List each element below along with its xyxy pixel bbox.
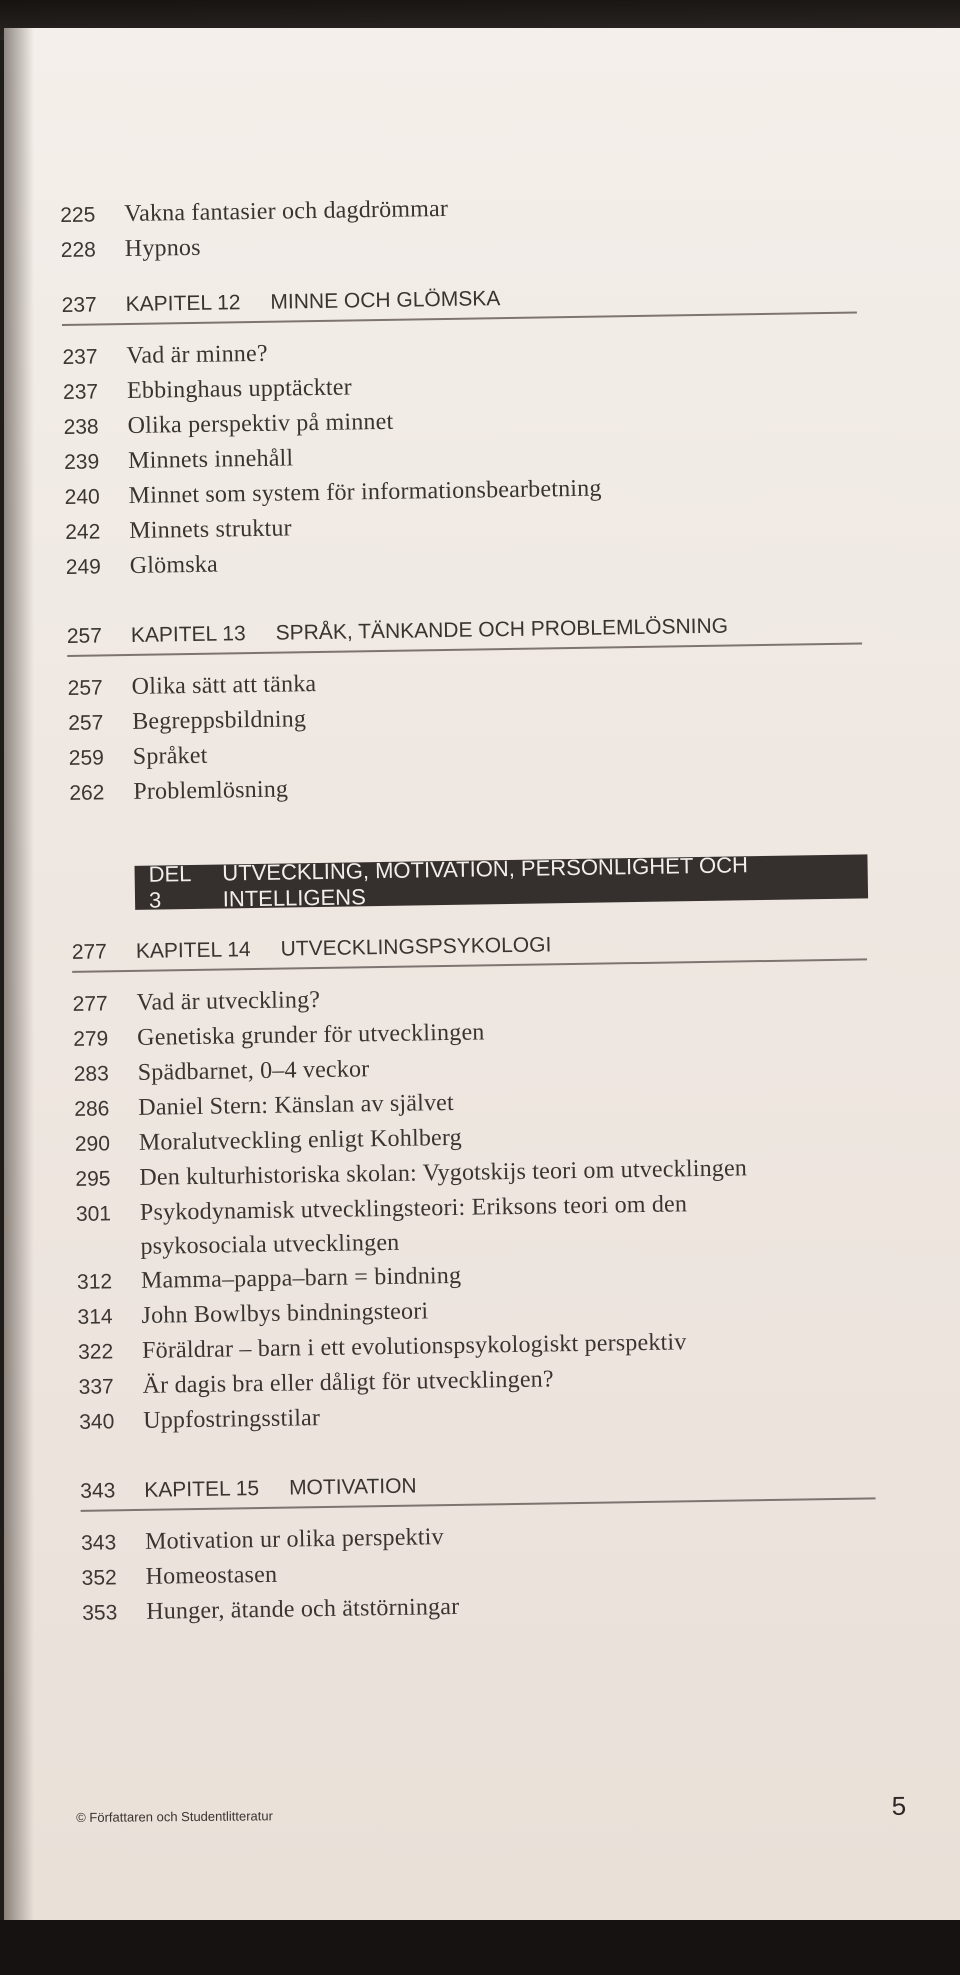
chapter-page: 257 bbox=[66, 624, 103, 648]
chapter-heading-15 bbox=[80, 1467, 875, 1511]
entry-page: 277 bbox=[72, 992, 108, 1016]
entry-title: Genetiska grunder för utvecklingen bbox=[136, 1019, 485, 1051]
entry-title: John Bowlbys bindningsteori bbox=[141, 1298, 429, 1329]
entry-page: 337 bbox=[78, 1375, 114, 1399]
entry-title: Minnet som system för informationsbearbetning bbox=[128, 475, 602, 509]
entry-page: 301 bbox=[75, 1202, 112, 1226]
entry-page: 237 bbox=[62, 345, 98, 369]
entry-title: Minnets struktur bbox=[129, 515, 292, 544]
entry-title: Begreppsbildning bbox=[132, 706, 307, 735]
entry-page: 239 bbox=[63, 450, 100, 474]
entry-title: Den kulturhistoriska skolan: Vygotskijs teori om utvecklingen bbox=[139, 1155, 748, 1191]
dark-bottom-edge bbox=[0, 1920, 960, 1975]
chapter-heading-13 bbox=[67, 612, 862, 656]
chapter-page: 237 bbox=[61, 293, 97, 317]
entry-title: Moralutveckling enligt Kohlberg bbox=[138, 1124, 463, 1156]
entry-title: Olika sätt att tänka bbox=[131, 671, 317, 700]
entry-page: 257 bbox=[68, 711, 104, 735]
entry-page: 279 bbox=[73, 1027, 109, 1051]
part-banner bbox=[135, 852, 869, 913]
entry-title: Vad är utveckling? bbox=[136, 987, 321, 1016]
entry-page: 249 bbox=[65, 555, 102, 579]
entry-title: Daniel Stern: Känslan av självet bbox=[138, 1089, 455, 1121]
entry-page: 262 bbox=[69, 781, 105, 805]
entry-title: Hypnos bbox=[124, 234, 201, 262]
entry-page: 353 bbox=[82, 1601, 118, 1625]
chapter-title: SPRÅK, TÄNKANDE OCH PROBLEMLÖSNING bbox=[275, 614, 729, 645]
entry-title: Minnets innehåll bbox=[127, 445, 294, 474]
chapter-page: 343 bbox=[80, 1479, 116, 1503]
entry-title: Hunger, ätande och ätstörningar bbox=[146, 1593, 460, 1625]
entry-title: Är dagis bra eller dåligt för utvecklingen? bbox=[142, 1366, 554, 1399]
entry-title: Problemlösning bbox=[133, 776, 289, 805]
entry-title: Föräldrar – barn i ett evolutionspsykologiskt perspektiv bbox=[141, 1329, 687, 1364]
entry-page: 228 bbox=[60, 238, 97, 262]
entry-page: 238 bbox=[63, 415, 99, 439]
entry-title: Språket bbox=[132, 742, 208, 770]
entry-title: Olika perspektiv på minnet bbox=[127, 408, 394, 439]
chapter-title: UTVECKLINGSPSYKOLOGI bbox=[280, 933, 552, 961]
chapter-label: KAPITEL 14 bbox=[135, 938, 251, 963]
entry-page: 225 bbox=[60, 203, 96, 227]
entry-page: 257 bbox=[67, 676, 103, 700]
table-of-contents bbox=[60, 184, 942, 1630]
entry-page: 283 bbox=[73, 1062, 109, 1086]
entry-title: Mamma–pappa–barn = bindning bbox=[140, 1262, 462, 1294]
entry-page: 290 bbox=[74, 1132, 111, 1156]
chapter-heading-12 bbox=[62, 282, 857, 326]
entry-page: 340 bbox=[79, 1410, 115, 1434]
entry-page: 314 bbox=[77, 1305, 113, 1329]
entry-title: Spädbarnet, 0–4 veckor bbox=[137, 1056, 370, 1086]
part-title: UTVECKLING, MOTIVATION, PERSONLIGHET OCH INTELLIGENS bbox=[222, 852, 749, 912]
entry-title: Homeostasen bbox=[145, 1561, 278, 1590]
page-number: 5 bbox=[891, 1790, 907, 1821]
chapter-title: MOTIVATION bbox=[288, 1474, 417, 1500]
entry-title: Glömska bbox=[129, 551, 219, 579]
entry-page: 240 bbox=[64, 485, 100, 509]
entry-title: Motivation ur olika perspektiv bbox=[144, 1524, 444, 1555]
entry-title: Vakna fantasier och dagdrömmar bbox=[124, 195, 449, 227]
copyright-notice: © Författaren och Studentlitteratur bbox=[76, 1808, 273, 1825]
chapter-page: 277 bbox=[71, 940, 108, 964]
entry-page: 242 bbox=[65, 520, 101, 544]
entry-page: 352 bbox=[81, 1566, 117, 1590]
entry-title-continued: psykosociala utvecklingen bbox=[140, 1229, 400, 1260]
entry-title: Uppfostringsstilar bbox=[143, 1405, 321, 1434]
entry-title: Ebbinghaus upptäckter bbox=[126, 374, 353, 404]
entry-page: 286 bbox=[74, 1097, 110, 1121]
entry-page: 237 bbox=[62, 380, 99, 404]
page-footer bbox=[76, 1791, 906, 1829]
entry-page: 295 bbox=[75, 1167, 111, 1191]
page-edge-shadow bbox=[4, 28, 34, 1920]
entry-page: 343 bbox=[80, 1531, 117, 1555]
entry-page: 312 bbox=[76, 1270, 113, 1294]
entry-page: 259 bbox=[68, 746, 105, 770]
chapter-heading-14 bbox=[72, 928, 867, 972]
chapter-label: KAPITEL 15 bbox=[144, 1477, 260, 1502]
chapter-label: KAPITEL 13 bbox=[130, 622, 246, 647]
entry-page: 322 bbox=[77, 1340, 114, 1364]
part-label: DEL 3 bbox=[148, 861, 191, 913]
entry-title: Vad är minne? bbox=[126, 340, 268, 369]
chapter-label: KAPITEL 12 bbox=[125, 291, 241, 316]
book-page bbox=[4, 28, 960, 1920]
chapter-title: MINNE OCH GLÖMSKA bbox=[270, 287, 501, 314]
entry-title: Psykodynamisk utvecklingsteori: Eriksons teori om den bbox=[139, 1191, 688, 1226]
